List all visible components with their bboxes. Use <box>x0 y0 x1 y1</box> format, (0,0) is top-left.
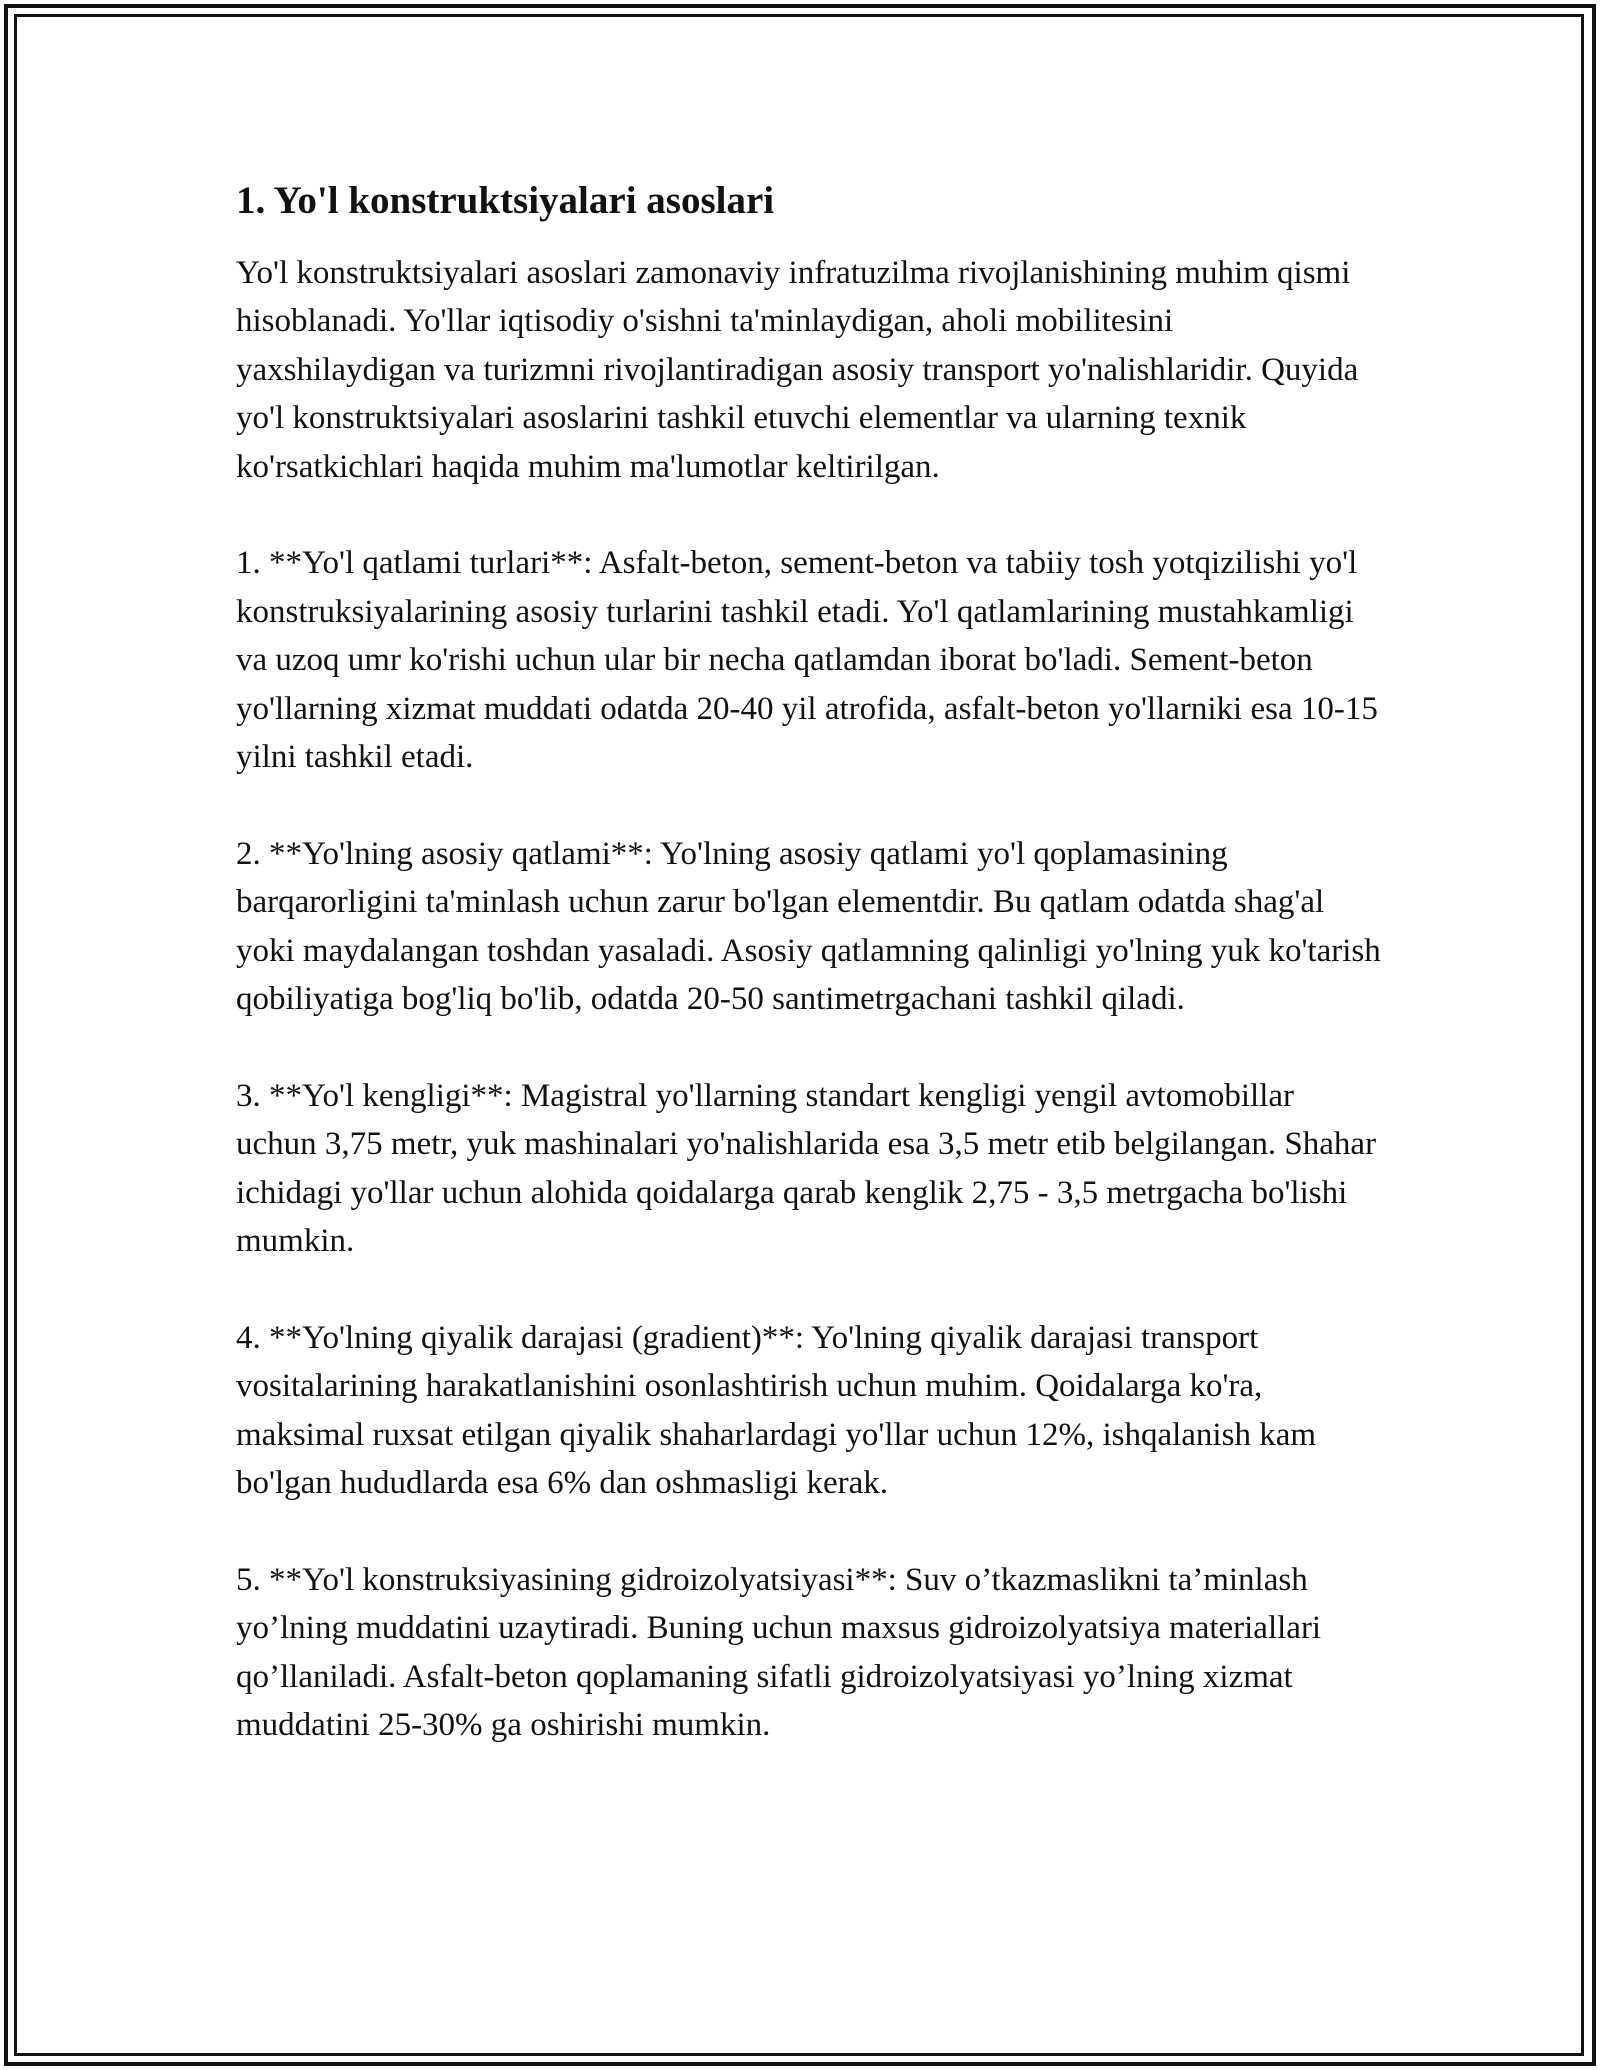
document-body <box>236 178 1381 1750</box>
item-road-layer-types: 1. **Yo'l qatlami turlari**: Asfalt-beton, sement-beton va tabiiy tosh yotqizilishi yo'l konstruksiyalarining asosiy turlarini tashkil etadi. Yo'l qatlamlarining mustahkamligi va uzoq umr ko'rishi uchun ular bir necha qatlamdan iborat bo'ladi. Sement-beton yo'llarning xizmat muddati odatda 20-40 yil atrofida, asfalt-beton yo'llarniki esa 10-15 yilni tashkil etadi. <box>236 545 1378 776</box>
item-road-base-layer: 2. **Yo'lning asosiy qatlami**: Yo'lning asosiy qatlami yo'l qoplamasining barqarorligini ta'minlash uchun zarur bo'lgan elementdir. Bu qatlam odatda shag'al yoki maydalangan toshdan yasaladi. Asosiy qatlamning qalinligi yo'lning yuk ko'tarish qobiliyatiga bog'liq bo'lib, odatda 20-50 santimetrgachani tashkil qiladi. <box>236 835 1381 1018</box>
intro-paragraph: Yo'l konstruktsiyalari asoslari zamonaviy infratuzilma rivojlanishining muhim qismi hisoblanadi. Yo'llar iqtisodiy o'sishni ta'minlaydigan, aholi mobilitesini yaxshilaydigan va turizmni rivojlantiradigan asosiy transport yo'nalishlaridir. Quyida yo'l konstruktsiyalari asoslarini tashkil etuvchi elementlar va ularning texnik ko'rsatkichlari haqida muhim ma'lumotlar keltirilgan. <box>236 254 1359 485</box>
item-road-width: 3. **Yo'l kengligi**: Magistral yo'llarning standart kengligi yengil avtomobillar uchun 3,75 metr, yuk mashinalari yo'nalishlarida esa 3,5 metr etib belgilangan. Shahar ichidagi yo'llar uchun alohida qoidalarga qarab kenglik 2,75 - 3,5 metrgacha bo'lishi mumkin. <box>236 1077 1377 1260</box>
item-road-gradient: 4. **Yo'lning qiyalik darajasi (gradient)**: Yo'lning qiyalik darajasi transport vositalarining harakatlanishini osonlashtirish uchun muhim. Qoidalarga ko'ra, maksimal ruxsat etilgan qiyalik shaharlardagi yo'llar uchun 12%, ishqalanish kam bo'lgan hududlarda esa 6% dan oshmasligi kerak. <box>236 1319 1317 1502</box>
document-title: 1. Yo'l konstruktsiyalari asoslari <box>236 179 775 222</box>
item-road-waterproofing: 5. **Yo'l konstruksiyasining gidroizolyatsiyasi**: Suv o’tkazmaslikni ta’minlash yo’lning muddatini uzaytiradi. Buning uchun maxsus gidroizolyatsiya materiallari qo’llaniladi. Asfalt-beton qoplamaning sifatli gidroizolyatsiyasi yo’lning xizmat muddatini 25-30% ga oshirishi mumkin. <box>236 1561 1322 1744</box>
